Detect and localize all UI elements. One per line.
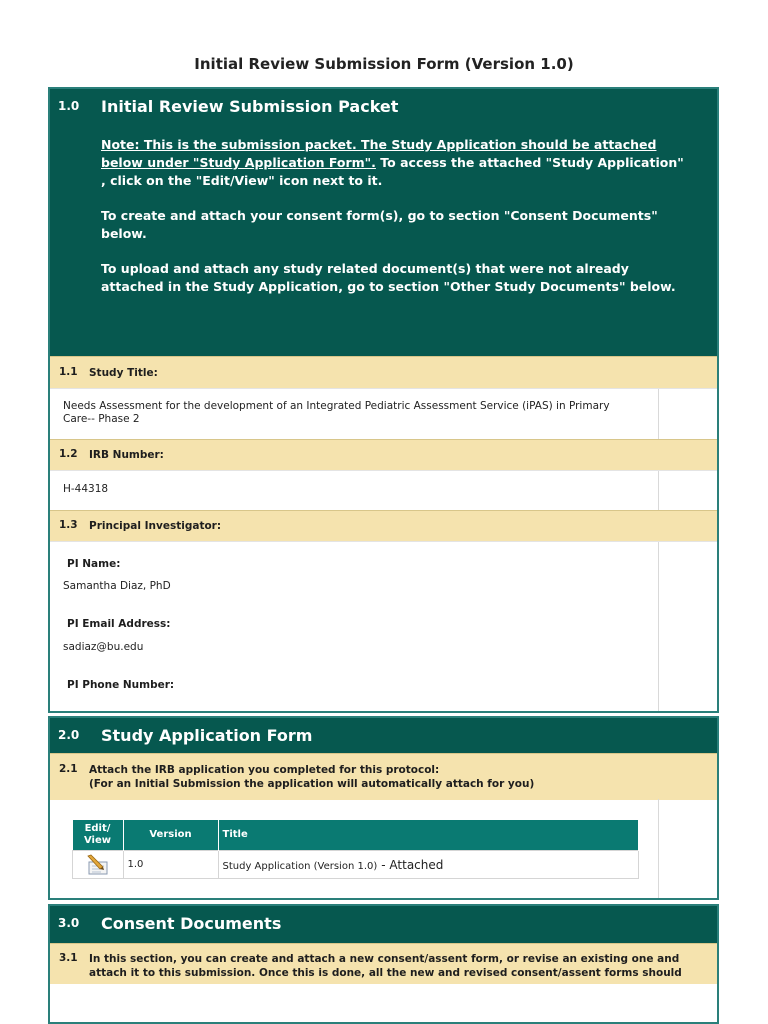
pi-label: Principal Investigator: [89, 520, 222, 532]
side-cell [658, 542, 717, 713]
irb-number-row [50, 470, 717, 510]
title-header: Title [218, 820, 639, 851]
pi-email-label: PI Email Address: [67, 618, 171, 630]
instruction-line-1: Attach the IRB application you completed for this protocol: [89, 764, 440, 776]
pi-header [50, 510, 717, 541]
side-cell [658, 471, 717, 510]
study-title-value: Needs Assessment for the development of an Integrated Pediatric Assessment Service (iPAS) in Primary Care-- Phase 2 [63, 400, 610, 425]
document-title: Study Application (Version 1.0) [222, 860, 378, 872]
page-title: Initial Review Submission Form (Version 1.0) [194, 55, 574, 73]
section-consent-documents [48, 904, 719, 1024]
section-header [50, 718, 717, 753]
application-instruction-header [50, 753, 717, 800]
attached-status: - Attached [381, 857, 444, 872]
study-title-label: Study Title: [89, 367, 158, 379]
irb-number-value: H-44318 [63, 483, 109, 495]
note-underlined: Note: This is the submission packet. The Study Application should be attached below under "Study Application Form". [101, 137, 657, 170]
note-rest: To access the attached "Study Application" , click on the "Edit/View" icon next to it. [101, 155, 684, 188]
section-study-application [48, 716, 719, 900]
section-title: Initial Review Submission Packet [101, 97, 399, 116]
table-header-row [73, 820, 639, 851]
section-instructions [101, 136, 687, 313]
item-number: 1.1 [59, 366, 78, 378]
edit-view-icon[interactable] [85, 854, 111, 876]
section-number: 2.0 [58, 728, 80, 742]
version-header: Version [123, 820, 218, 851]
consent-instruction: In this section, you can create and attach a new consent/assent form, or revise an existing one and attach it to this submission. Once this is done, all the new and revised consent/assent forms should [89, 953, 682, 979]
edit-view-cell[interactable] [73, 851, 124, 879]
irb-number-header [50, 439, 717, 470]
table-row [73, 851, 639, 879]
title-cell [218, 851, 639, 879]
pi-name-value: Samantha Diaz, PhD [63, 580, 171, 592]
pi-email-value: sadiaz@bu.edu [63, 641, 144, 653]
irb-number-label: IRB Number: [89, 449, 164, 461]
section-submission-packet [48, 87, 719, 713]
instruction-other-docs: To upload and attach any study related document(s) that were not already attached in the Study Application, go to section "Other Study Documents" below. [101, 261, 676, 294]
pi-name-label: PI Name: [67, 558, 121, 570]
pi-details [50, 541, 717, 713]
side-cell [658, 799, 717, 898]
section-header [50, 89, 717, 356]
edit-view-header: Edit/ View [73, 820, 124, 851]
section-number: 3.0 [58, 916, 80, 930]
item-number: 1.2 [59, 448, 78, 460]
section-title: Consent Documents [101, 914, 282, 933]
section-header [50, 906, 717, 943]
study-title-row [50, 388, 717, 439]
application-table [72, 820, 639, 879]
item-number: 1.3 [59, 519, 78, 531]
pi-phone-label: PI Phone Number: [67, 679, 175, 691]
version-cell: 1.0 [123, 851, 218, 879]
study-title-header [50, 356, 717, 388]
section-title: Study Application Form [101, 726, 313, 745]
instruction-consent: To create and attach your consent form(s), go to section "Consent Documents" below. [101, 208, 658, 241]
item-number: 3.1 [59, 952, 78, 964]
section-number: 1.0 [58, 99, 80, 113]
item-number: 2.1 [59, 763, 78, 775]
side-cell [658, 389, 717, 439]
application-instruction [89, 763, 687, 791]
instruction-line-2: (For an Initial Submission the application will automatically attach for you) [89, 778, 535, 790]
instruction-note [101, 136, 687, 190]
consent-instruction-header [50, 943, 717, 984]
